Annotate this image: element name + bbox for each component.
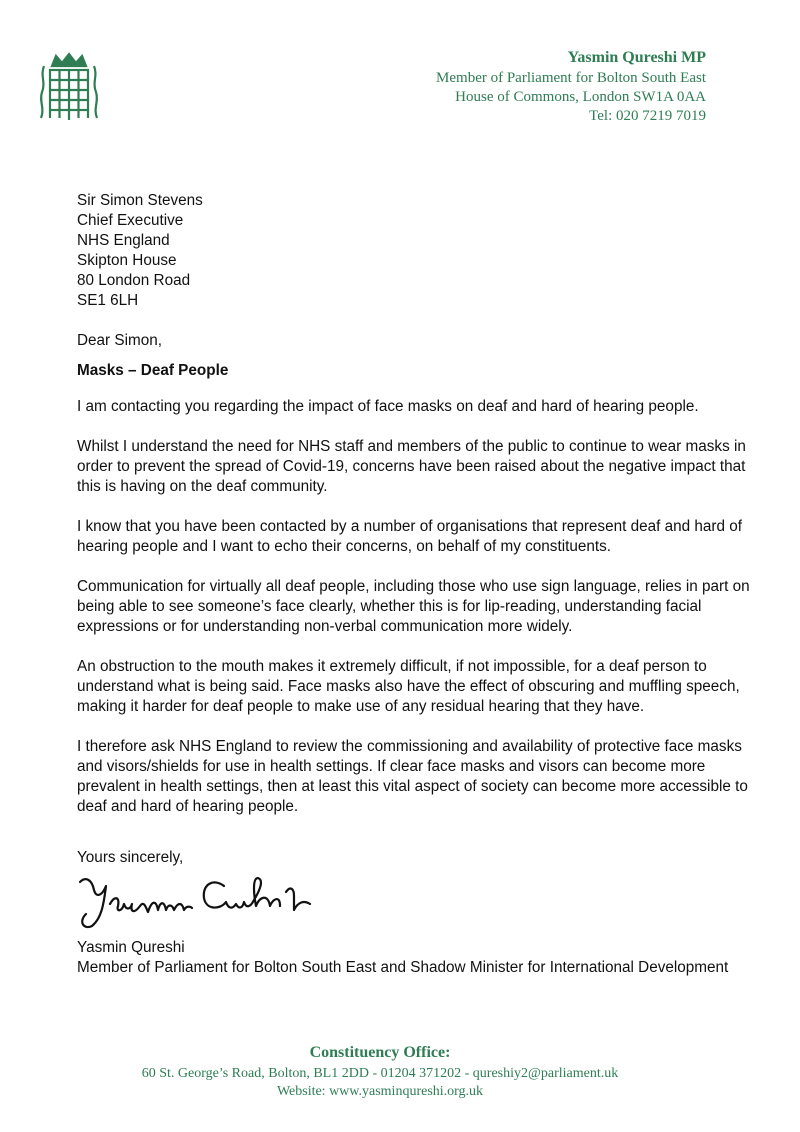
recipient-title: Chief Executive [77,212,184,229]
footer-address: 60 St. George’s Road, Bolton, BL1 2DD - 01204 371202 - qureshiy2@parliament.uk [141,1066,619,1081]
footer-website: Website: www.yasminqureshi.org.uk [276,1084,484,1099]
signature-block [77,938,757,978]
signatory-role: Member of Parliament for Bolton South East and Shadow Minister for International Development [77,959,729,976]
recipient-name: Sir Simon Stevens [77,192,203,209]
subject-line: Masks – Deaf People [77,362,229,379]
letterhead [436,48,706,126]
recipient-street: 80 London Road [77,272,191,289]
paragraph: I therefore ask NHS England to review the commissioning and availability of protective face masks and visors/shields for use in health settings. If clear face masks and visors can become more prevalent in health settings, then at least this vital aspect of society can become more accessible to deaf and hard of hearing people. [77,738,748,815]
letter-body [77,397,757,837]
portcullis-logo-icon [38,52,100,124]
recipient-building: Skipton House [77,252,177,269]
paragraph: I am contacting you regarding the impact of face masks on deaf and hard of hearing people. [77,398,699,415]
mp-name: Yasmin Qureshi MP [567,49,706,66]
recipient-postcode: SE1 6LH [77,292,139,309]
salutation: Dear Simon, [77,332,163,349]
recipient-address [77,191,757,311]
handwritten-signature [74,866,334,934]
letterhead-phone: Tel: 020 7219 7019 [589,108,706,124]
signatory-name: Yasmin Qureshi [77,939,185,956]
letterhead-address: House of Commons, London SW1A 0AA [455,89,706,105]
letterhead-constituency: Member of Parliament for Bolton South East [436,70,706,86]
paragraph: I know that you have been contacted by a number of organisations that represent deaf and hard of hearing people and I want to echo their concerns, on behalf of my constituents. [77,518,743,555]
paragraph: An obstruction to the mouth makes it extremely difficult, if not impossible, for a deaf person to understand what is being said. Face masks also have the effect of obscuring and muffling speech, making it harder for deaf people to make use of any residual hearing that they have. [77,658,740,715]
closing: Yours sincerely, [77,849,184,866]
paragraph: Communication for virtually all deaf people, including those who use sign language, relies in part on being able to see someone’s face clearly, whether this is for lip-reading, understanding facial expressions or for understanding non-verbal communication more widely. [77,578,750,635]
recipient-org: NHS England [77,232,170,249]
paragraph: Whilst I understand the need for NHS staff and members of the public to continue to wear masks in order to prevent the spread of Covid-19, concerns have been raised about the negative impact that this is having on the deaf community. [77,438,746,495]
footer [0,1044,760,1101]
footer-heading: Constituency Office: [309,1044,451,1061]
